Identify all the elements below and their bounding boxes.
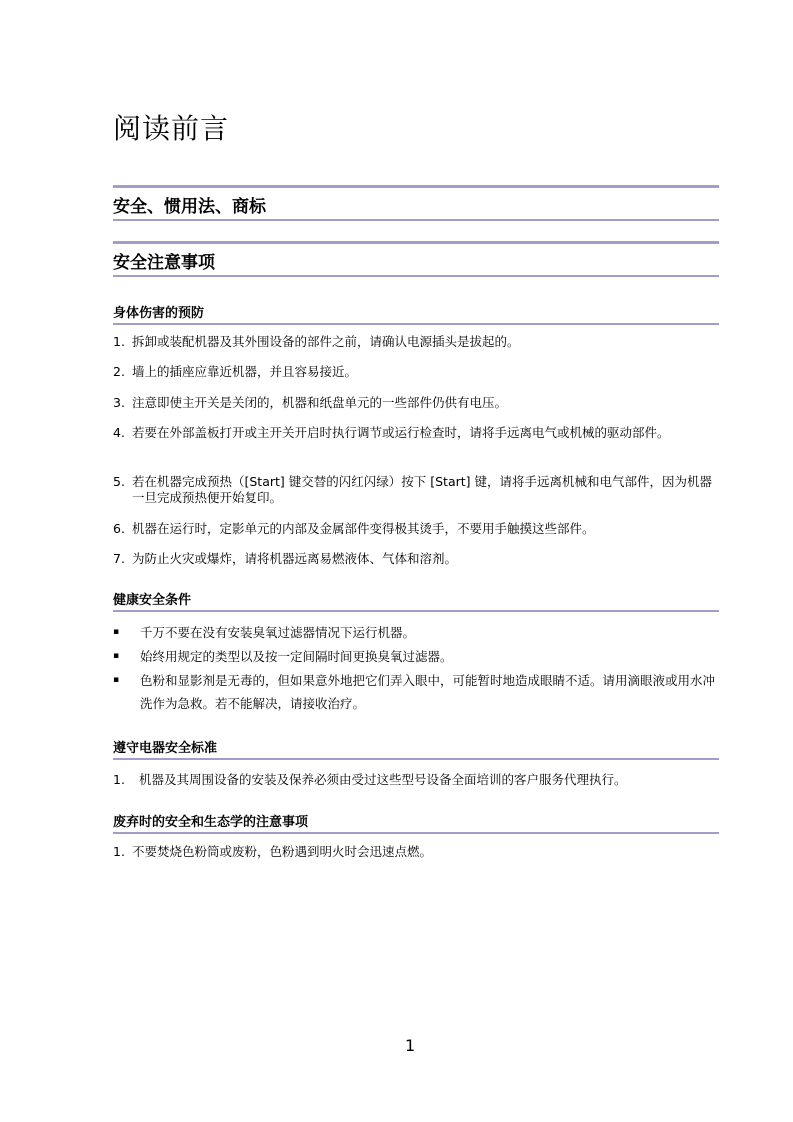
item-text: 为防止火灾或爆炸，请将机器远离易燃液体、气体和溶剂。 bbox=[132, 551, 458, 566]
bullet-item bbox=[113, 645, 719, 668]
item-number: 5. bbox=[113, 474, 125, 489]
bullet-item bbox=[113, 621, 719, 644]
square-bullet-icon: ▪ bbox=[113, 627, 120, 637]
square-bullet-icon: ▪ bbox=[113, 651, 120, 661]
disposal-heading-text: 废弃时的安全和生态学的注意事项 bbox=[113, 815, 309, 830]
electrical-safety-heading-text: 遵守电器安全标准 bbox=[113, 741, 218, 756]
page-number: 1 bbox=[405, 1036, 416, 1055]
item-number: 2. bbox=[113, 364, 125, 379]
item-number: 7. bbox=[113, 551, 125, 566]
bullet-item bbox=[113, 669, 719, 715]
list-item bbox=[113, 844, 713, 860]
bullet-text: 始终用规定的类型以及按一定间隔时间更换臭氧过滤器。 bbox=[140, 649, 453, 664]
item-text: 注意即使主开关是关闭的，机器和纸盘单元的一些部件仍供有电压。 bbox=[132, 395, 508, 410]
subsection-header-band bbox=[113, 241, 719, 277]
page-title: 阅读前言 bbox=[113, 112, 230, 145]
item-text: 拆卸或装配机器及其外围设备的部件之前，请确认电源插头是拔起的。 bbox=[132, 334, 520, 349]
item-text: 墙上的插座应靠近机器，并且容易接近。 bbox=[132, 364, 358, 379]
disposal-heading bbox=[113, 811, 719, 834]
item-text: 机器及其周围设备的安装及保养必须由受过这些型号设备全面培训的客户服务代理执行。 bbox=[139, 772, 627, 787]
bullet-text: 色粉和显影剂是无毒的，但如果意外地把它们弄入眼中，可能暂时地造成眼睛不适。请用滴眼液或用水冲洗作为急救。若不能解决，请接收治疗。 bbox=[140, 673, 716, 711]
subsection-title: 安全注意事项 bbox=[113, 253, 215, 273]
item-text: 若在机器完成预热（[Start] 键交替的闪红闪绿）按下 [Start] 键，请将手远离机械和电气部件，因为机器一旦完成预热便开始复印。 bbox=[132, 474, 713, 505]
list-item bbox=[113, 551, 713, 567]
section-title: 安全、惯用法、商标 bbox=[113, 197, 266, 217]
section-header-band bbox=[113, 185, 719, 221]
list-item bbox=[113, 425, 713, 441]
personal-injury-heading-text: 身体伤害的预防 bbox=[113, 306, 205, 321]
list-item bbox=[113, 364, 713, 380]
health-safety-heading-text: 健康安全条件 bbox=[113, 593, 192, 608]
list-item bbox=[113, 772, 713, 788]
bullet-text: 千万不要在没有安装臭氧过滤器情况下运行机器。 bbox=[140, 625, 416, 640]
item-number: 3. bbox=[113, 395, 125, 410]
list-item bbox=[113, 334, 713, 350]
item-text: 不要焚烧色粉筒或废粉，色粉遇到明火时会迅速点燃。 bbox=[132, 844, 433, 859]
item-text: 若要在外部盖板打开或主开关开启时执行调节或运行检查时，请将手远离电气或机械的驱动部件。 bbox=[132, 425, 670, 440]
item-number: 1. bbox=[113, 772, 125, 787]
item-number: 1. bbox=[113, 844, 125, 859]
item-number: 4. bbox=[113, 425, 125, 440]
list-item bbox=[113, 474, 713, 506]
item-text: 机器在运行时，定影单元的内部及金属部件变得极其烫手，不要用手触摸这些部件。 bbox=[132, 521, 595, 536]
personal-injury-heading bbox=[113, 302, 719, 325]
electrical-safety-heading bbox=[113, 737, 719, 760]
item-number: 6. bbox=[113, 521, 125, 536]
health-safety-heading bbox=[113, 589, 719, 612]
item-number: 1. bbox=[113, 334, 125, 349]
square-bullet-icon: ▪ bbox=[113, 675, 120, 685]
list-item bbox=[113, 395, 713, 411]
list-item bbox=[113, 521, 713, 537]
